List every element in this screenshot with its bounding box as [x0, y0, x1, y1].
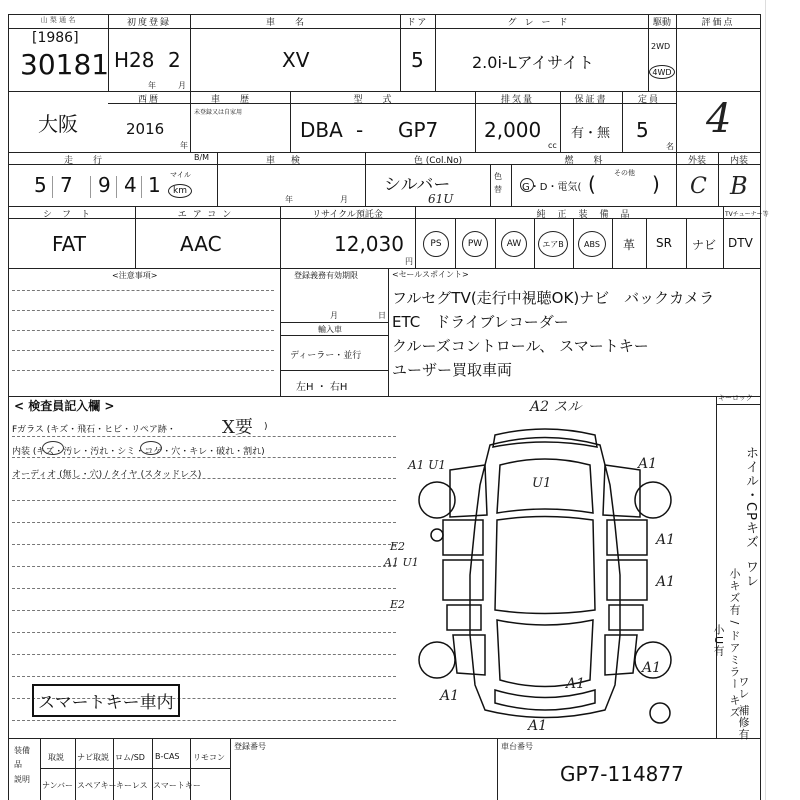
doors: 5	[411, 48, 424, 72]
mileage-digit-3: 9	[98, 173, 111, 197]
type-prefix: DBA	[300, 118, 343, 142]
selling-point-2: ETC ドライブレコーダー	[392, 313, 569, 331]
right-note-2: ワレ	[743, 560, 758, 588]
reg-date-label: 登録義務有効期限	[294, 271, 358, 280]
rating-label: 評価点	[701, 18, 735, 28]
scan-edge	[765, 0, 766, 800]
left-rear-fender	[453, 635, 485, 675]
mark-left-front: A1 U1	[408, 458, 446, 472]
doors-label: ドア	[406, 18, 429, 28]
equip-pw-circled: PW	[462, 231, 488, 257]
displacement-unit: cc	[548, 141, 557, 150]
mileage-sep	[52, 176, 53, 198]
mark-bottom-right: A1	[566, 676, 586, 692]
selling-label: <セールスポイント>	[392, 270, 469, 279]
chassis-label: 車台番号	[501, 742, 533, 751]
left-rear-door	[443, 560, 483, 600]
interior-handwritten: B	[730, 172, 748, 200]
caution-label: <注意事項>	[112, 271, 158, 280]
equip-aw-circled: AW	[501, 231, 527, 257]
mileage-label: 走行	[63, 156, 122, 166]
fuel-options: G・D・電気(	[522, 182, 582, 193]
selling-point-1: フルセグTV(走行中視聴OK)ナビ バックカメラ	[392, 289, 715, 307]
row3-div-4	[511, 164, 512, 206]
recycle: 12,030	[334, 232, 404, 256]
border-left	[8, 14, 9, 800]
equip-ps-circled: PS	[423, 231, 449, 257]
fuel-close: )	[652, 172, 660, 196]
note-dash	[12, 350, 274, 351]
inspector-right-div	[716, 396, 717, 738]
insp-dash	[12, 676, 396, 677]
row4-div-3	[415, 206, 416, 268]
inspector-line-1-mark: X要	[222, 417, 253, 438]
dealer-label: ディーラー・並行	[290, 351, 362, 361]
seats-label: 定員	[637, 95, 660, 105]
drive-4wd-circled: 4WD	[649, 65, 675, 79]
inspection-note: 未登録又は自家用	[194, 109, 243, 116]
footer-item-3: ロム/SD	[115, 753, 145, 762]
left-front-fender	[450, 465, 487, 517]
insp-dash	[12, 588, 396, 589]
first-reg-month-unit: 月	[178, 81, 186, 90]
roof-panel	[495, 517, 595, 614]
row4-bottom-line	[8, 268, 760, 269]
rating-handwritten: 4	[706, 96, 732, 142]
car-damage-diagram	[415, 425, 675, 730]
region: 大阪	[38, 112, 78, 136]
shaken-month-unit: 月	[340, 195, 348, 204]
equip-abs-circled: ABS	[578, 231, 606, 257]
mileage-sep	[141, 176, 142, 198]
mark-top: A2 スル	[530, 399, 582, 415]
footer-item-2: ナビ取説	[77, 753, 109, 762]
shift-label: シフト	[42, 210, 100, 220]
fuel-other-label: その他	[614, 169, 635, 177]
inspector-title: < 検査員記入欄 >	[14, 399, 115, 413]
shaken-year-unit: 年	[285, 195, 293, 204]
footer-item-9: スマートキー	[153, 781, 201, 790]
equip-airbag-circled: エアB	[538, 231, 568, 257]
right-front-door	[607, 520, 647, 555]
footer-item-4: B-CAS	[155, 752, 180, 761]
year-label: 西暦	[137, 95, 160, 105]
eq-div-3	[534, 218, 535, 268]
color-change-label: 色替	[494, 172, 502, 194]
right-note-1: ホイル・CPキズ	[743, 446, 758, 549]
notes-line-2	[280, 335, 388, 336]
fuel-open-paren: (	[588, 172, 596, 196]
right-note-5: ワレ 補修有	[737, 676, 750, 741]
inspector-line-3: オーディオ (無し・穴) / タイヤ (スタッドレス)	[12, 470, 202, 480]
model-name-label: 車名	[265, 18, 324, 28]
color-label: 色 (Col.No)	[413, 156, 463, 166]
first-reg-label: 初度登録	[126, 18, 171, 28]
mark-right-rear: A1	[642, 660, 662, 676]
left-front-door	[443, 520, 483, 555]
notes-div-2	[388, 268, 389, 396]
shift: FAT	[52, 232, 87, 256]
right-front-fender	[603, 465, 640, 517]
inspector-line-1: Fガラス (キズ・飛石・ヒビ・リペア跡・	[12, 425, 176, 435]
year-unit: 年	[180, 141, 188, 150]
footer-mid-line	[40, 768, 230, 769]
inspection-label: 車歴	[210, 95, 269, 105]
left-quarter	[447, 605, 481, 630]
insp-dash	[12, 720, 396, 721]
seats: 5	[636, 118, 649, 142]
rear-bumper	[495, 690, 595, 710]
right-rear-door	[607, 560, 647, 600]
mark-bottom-left: A1	[440, 688, 460, 704]
day-unit: 日	[378, 311, 386, 320]
equip-leather: 革	[623, 238, 636, 252]
notes-line-1	[280, 322, 388, 323]
key-lock-line	[716, 404, 760, 405]
equip-dtv: DTV	[728, 236, 753, 250]
key-lock-label: キーロック	[718, 394, 753, 402]
grade: 2.0i-Lアイサイト	[472, 53, 595, 72]
grade-label: グレード	[507, 18, 576, 28]
note-dash	[12, 290, 274, 291]
interior-label: 内装	[729, 156, 748, 166]
exterior-handwritten: C	[690, 174, 707, 199]
seats-unit: 名	[666, 142, 674, 151]
shimi-circle	[140, 441, 162, 455]
exterior-label: 外装	[687, 156, 706, 166]
eq-div-5	[612, 218, 613, 268]
insp-dash	[12, 632, 396, 633]
type-code: GP7	[398, 118, 439, 142]
insp-dash	[12, 544, 396, 545]
mark-roof: U1	[532, 476, 552, 491]
smart-key-note-handwritten: スマートキー車内	[32, 684, 180, 717]
mileage-unit-mile: マイル	[170, 171, 191, 179]
shipping-label: 装備品	[14, 746, 30, 769]
ac: AAC	[180, 232, 222, 256]
first-reg-era: H28	[114, 48, 155, 72]
selling-point-3: クルーズコントロール、 スマートキー	[392, 337, 649, 355]
ac-label: エアコン	[177, 210, 238, 220]
model-name: XV	[282, 48, 310, 72]
shaken-label: 車検	[265, 156, 316, 166]
left-mirror	[431, 529, 443, 541]
left-rear-wheel	[419, 642, 455, 678]
lot-year: [1986]	[32, 30, 79, 46]
eq-div-6	[646, 218, 647, 268]
first-reg-month: 2	[168, 48, 181, 72]
plate-label: 登録番号	[234, 742, 266, 751]
recycle-unit: 円	[405, 257, 413, 266]
border-right	[760, 14, 761, 800]
notes-line-3	[280, 370, 388, 371]
import-label: 輸入車	[318, 325, 342, 334]
footer-item-1: 取説	[48, 753, 64, 762]
eq-div-8	[723, 206, 724, 268]
insp-dash	[12, 566, 396, 567]
right-note-4: 小U有	[712, 624, 725, 658]
month-unit: 月	[330, 311, 338, 320]
eq-div-7	[686, 218, 687, 268]
row3-div-3	[490, 164, 491, 206]
warranty: 有・無	[571, 126, 611, 141]
eq-div-4	[573, 218, 574, 268]
insp-dash	[12, 436, 396, 437]
mileage-digit-1: 5	[34, 173, 47, 197]
spare-wheel	[650, 703, 670, 723]
footer-item-6: ナンバー	[42, 781, 74, 790]
equipment-label: 純正装備品	[536, 210, 642, 220]
mileage-sep	[90, 176, 91, 198]
mileage-digit-5: 1	[148, 173, 161, 197]
inspector-bottom-line	[8, 738, 760, 739]
note-dash	[12, 330, 274, 331]
handle-label: 左H ・ 右H	[296, 382, 348, 393]
equip-sr: SR	[656, 236, 672, 250]
mileage-digit-4: 4	[124, 173, 137, 197]
insp-dash	[12, 522, 396, 523]
row1-div-6	[676, 14, 677, 152]
warranty-label: 保証書	[574, 95, 608, 105]
mileage-digit-2: 7	[60, 173, 73, 197]
insp-dash	[12, 610, 396, 611]
mark-bottom: A1	[528, 718, 548, 734]
chassis: GP7-114877	[560, 762, 684, 786]
meter-label: B/M	[194, 153, 210, 162]
mark-right-front: A1	[638, 456, 658, 472]
footer-div-6	[230, 738, 231, 800]
drive-2wd: 2WD	[651, 42, 671, 51]
displacement-label: 排気量	[500, 95, 534, 105]
note-dash	[12, 370, 274, 371]
region-header-stub: 山 梨 通 名	[40, 16, 76, 24]
tuner-label: TVチューナー等	[725, 211, 769, 218]
eq-div-2	[495, 218, 496, 268]
shipping-label-2: 説明	[14, 775, 30, 784]
selling-point-4: ユーザー買取車両	[392, 361, 513, 379]
lot-number: 30181	[20, 48, 110, 81]
color-code-handwritten: 61U	[428, 192, 454, 206]
insp-dash	[12, 457, 396, 458]
note-dash	[12, 310, 274, 311]
drive-label: 駆動	[652, 18, 671, 28]
mark-left-mid-1: E2	[390, 540, 406, 553]
inspector-line-1-close: )	[264, 422, 268, 432]
footer-div-1	[40, 738, 41, 800]
fuel-label: 燃料	[564, 156, 623, 166]
right-quarter	[609, 605, 643, 630]
kizu-circle	[42, 441, 64, 455]
footer-item-8: キーレス	[116, 781, 148, 790]
footer-item-7: スペアキー	[77, 781, 117, 790]
mark-left-rear: E2	[390, 598, 406, 611]
mark-right-mid-1: A1	[656, 532, 676, 548]
mileage-sep	[116, 176, 117, 198]
mileage-unit-km-circled: km	[168, 184, 192, 198]
footer-div-2	[75, 738, 76, 800]
footer-div-7	[497, 738, 498, 800]
inspector-line-2: 内装 (キズ・汚レ・汚れ・シミ・コゲ・穴・キレ・破れ・割れ)	[12, 447, 265, 457]
right-note-3: 小キズ有 / ドアミラー キズ	[728, 568, 741, 719]
type-sep: -	[356, 118, 364, 142]
footer-item-5: リモコン	[193, 753, 225, 762]
year: 2016	[126, 120, 165, 138]
displacement: 2,000	[484, 118, 542, 142]
notes-bottom-line	[8, 396, 760, 397]
color: シルバー	[384, 175, 451, 195]
insp-dash	[12, 654, 396, 655]
recycle-label: リサイクル預託金	[312, 210, 383, 220]
first-reg-year-unit: 年	[148, 81, 156, 90]
eq-div-1	[455, 218, 456, 268]
equip-navi: ナビ	[692, 238, 717, 252]
mark-left-mid-2: A1 U1	[384, 556, 419, 569]
mark-right-mid-2: A1	[656, 574, 676, 590]
right-rear-fender	[605, 635, 637, 675]
type-label: 型式	[353, 95, 412, 105]
notes-div-1	[280, 268, 281, 396]
insp-dash	[12, 500, 396, 501]
